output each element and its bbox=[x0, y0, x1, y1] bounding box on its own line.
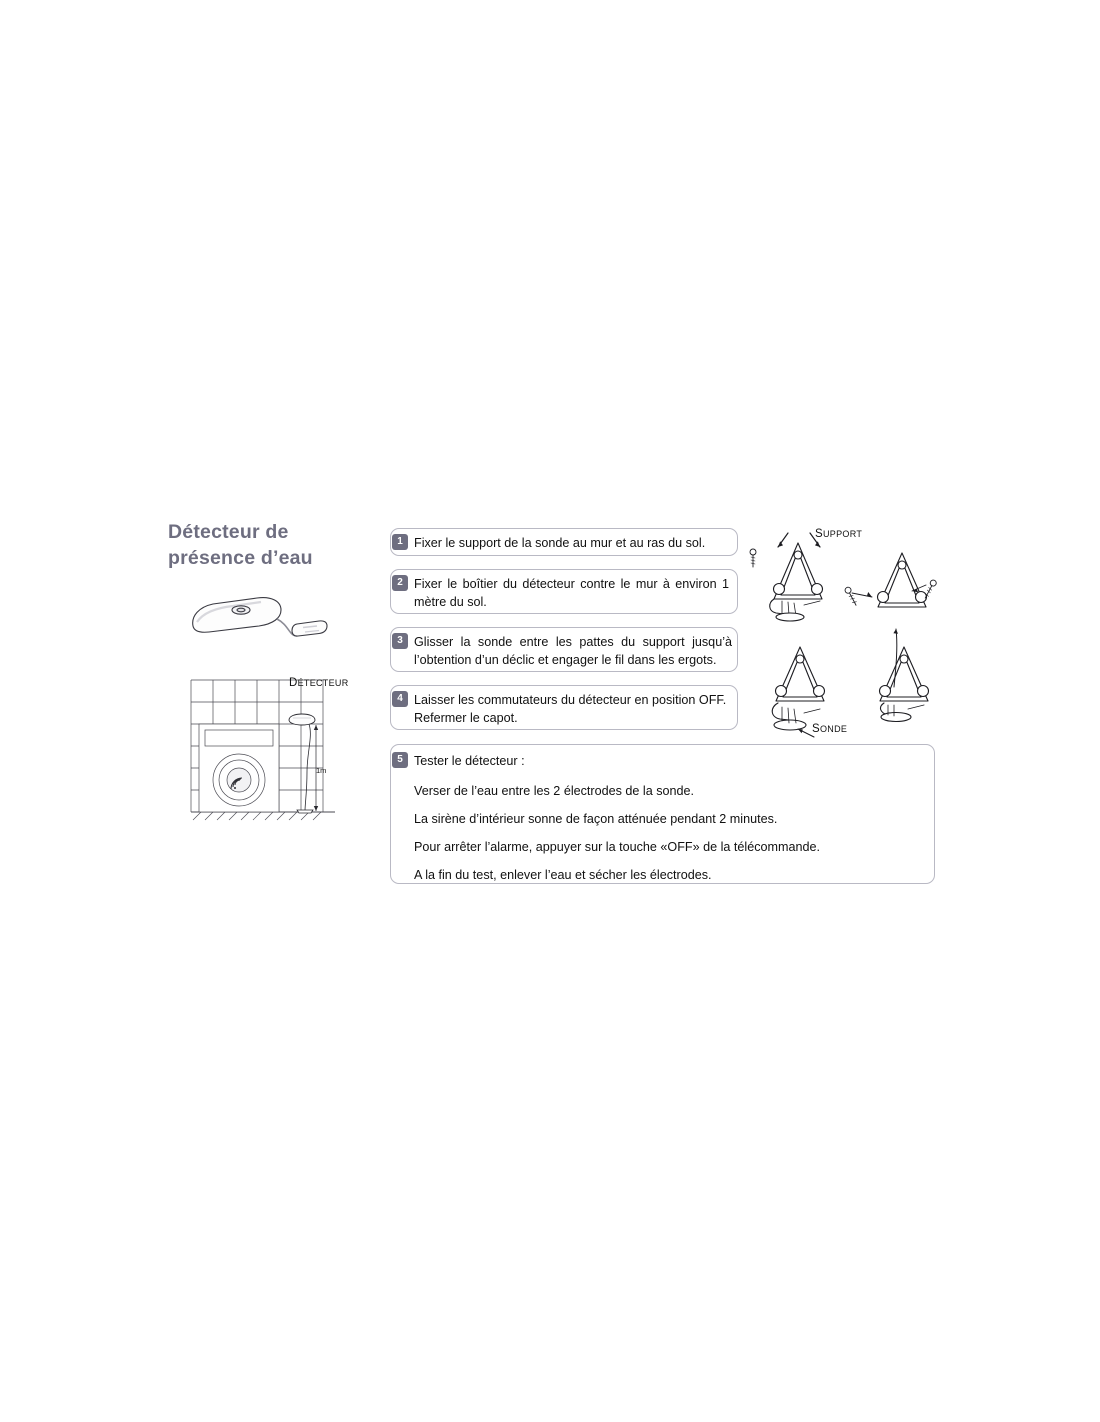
label-height-1m: 1m bbox=[316, 766, 327, 775]
test-line-1: Verser de l’eau entre les 2 électrodes de la sonde. bbox=[414, 784, 695, 798]
test-line-4: A la fin du test, enlever l’eau et sécher les électrodes. bbox=[414, 868, 712, 882]
step-number-4: 4 bbox=[392, 691, 408, 707]
label-detecteur: DÉTECTEUR bbox=[289, 677, 349, 689]
step-text-2: Fixer le boîtier du détecteur contre le mur à environ 1 mètre du sol. bbox=[414, 577, 729, 610]
step-number-1: 1 bbox=[392, 534, 408, 550]
page-title-line-1: Détecteur de bbox=[168, 521, 289, 543]
step-text-3: Glisser la sonde entre les pattes du support jusqu’à l’obtention d’un déclic et engager le fil dans les ergots. bbox=[414, 635, 732, 668]
page-title-line-2: présence d’eau bbox=[168, 546, 313, 569]
step-text-1: Fixer le support de la sonde au mur et au ras du sol. bbox=[414, 536, 706, 550]
label-support: SUPPORT bbox=[815, 528, 863, 540]
step-number-5: 5 bbox=[392, 752, 408, 768]
step-number-2: 2 bbox=[392, 575, 408, 591]
step-title-5: Tester le détecteur : bbox=[414, 754, 525, 768]
step-text-4: Laisser les commutateurs du détecteur en position OFF. Refermer le capot. bbox=[414, 693, 727, 726]
page-title bbox=[168, 520, 368, 571]
test-line-3: Pour arrêter l’alarme, appuyer sur la touche «OFF» de la télécommande. bbox=[414, 840, 820, 854]
label-sonde: SONDE bbox=[812, 723, 848, 735]
step-number-3: 3 bbox=[392, 633, 408, 649]
wall-mounting-diagram bbox=[185, 672, 340, 827]
test-line-2: La sirène d’intérieur sonne de façon atténuée pendant 2 minutes. bbox=[414, 812, 778, 826]
water-detector-product-illustration bbox=[185, 592, 335, 654]
probe-support-assembly-illustrations bbox=[748, 525, 958, 740]
